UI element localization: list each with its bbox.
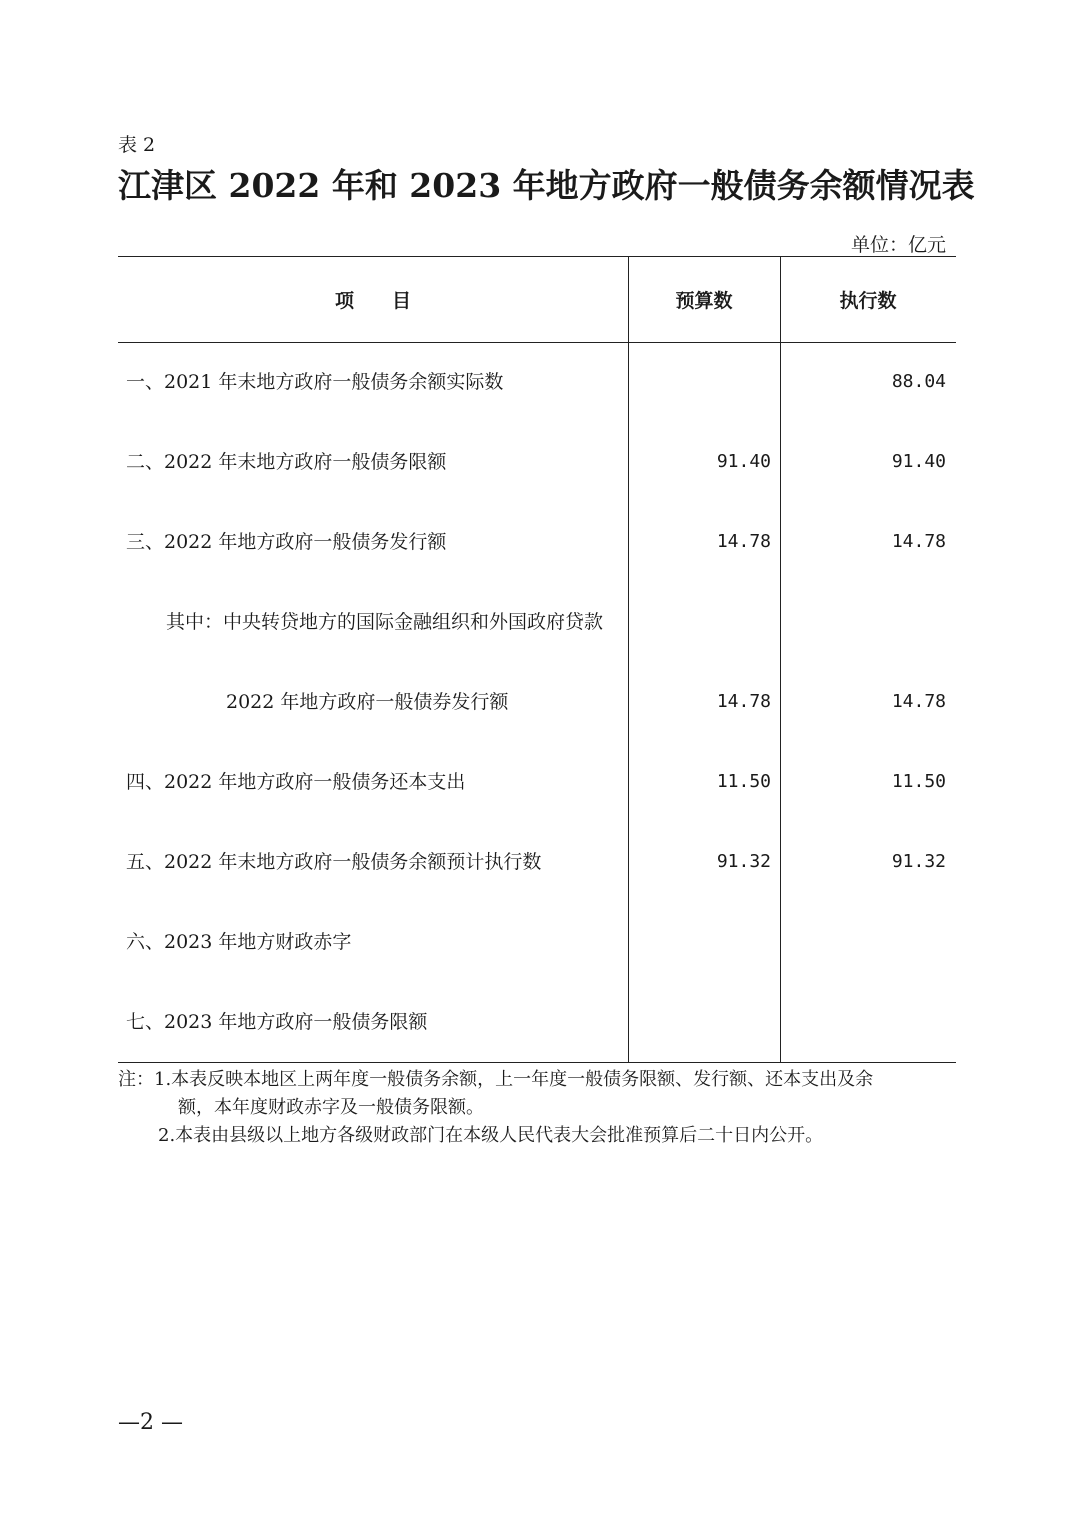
row-budget: 91.32 xyxy=(716,851,771,872)
note-1 xyxy=(118,1066,958,1094)
row-item: 其中：中央转贷地方的国际金融组织和外国政府贷款 xyxy=(166,611,604,633)
row-budget: 91.40 xyxy=(716,451,771,472)
table-notes xyxy=(118,1066,958,1150)
table-row xyxy=(118,822,956,902)
row-execution: 14.78 xyxy=(891,531,946,552)
row-item: 二、2022 年末地方政府一般债务限额 xyxy=(126,451,447,473)
table-row xyxy=(118,582,956,662)
row-execution xyxy=(780,902,946,982)
page-number: —2 — xyxy=(118,1410,183,1435)
row-budget xyxy=(628,582,771,662)
row-execution: 88.04 xyxy=(891,371,946,392)
row-item: 六、2023 年地方财政赤字 xyxy=(126,931,352,953)
row-budget xyxy=(628,342,771,422)
notes-prefix: 注： xyxy=(118,1069,154,1090)
debt-table xyxy=(118,256,956,1062)
page-title: 江津区 2022 年和 2023 年地方政府一般债务余额情况表 xyxy=(118,166,975,205)
row-item: 2022 年地方政府一般债券发行额 xyxy=(226,691,509,713)
row-budget: 11.50 xyxy=(716,771,771,792)
table-label: 表 2 xyxy=(118,134,156,156)
table-row xyxy=(118,662,956,742)
row-budget: 14.78 xyxy=(716,531,771,552)
row-item: 五、2022 年末地方政府一般债务余额预计执行数 xyxy=(126,851,542,873)
row-execution xyxy=(780,982,946,1062)
note-1-line-1: 1.本表反映本地区上两年度一般债务余额，上一年度一般债务限额、发行额、还本支出及余 xyxy=(154,1069,874,1090)
row-execution: 14.78 xyxy=(891,691,946,712)
header-execution: 执行数 xyxy=(839,289,897,312)
row-item: 一、2021 年末地方政府一般债务余额实际数 xyxy=(126,371,504,393)
row-execution: 91.32 xyxy=(891,851,946,872)
note-1-continuation: 额，本年度财政赤字及一般债务限额。 xyxy=(178,1097,484,1118)
table-row xyxy=(118,342,956,422)
table-row xyxy=(118,502,956,582)
unit-label: 单位：亿元 xyxy=(850,234,946,256)
header-item: 项 目 xyxy=(334,289,411,312)
table-row xyxy=(118,422,956,502)
table-bottom-border xyxy=(118,1062,956,1063)
row-execution: 11.50 xyxy=(891,771,946,792)
row-item: 七、2023 年地方政府一般债务限额 xyxy=(126,1011,428,1033)
row-budget xyxy=(628,902,771,982)
row-execution: 91.40 xyxy=(891,451,946,472)
table-row xyxy=(118,982,956,1062)
header-budget: 预算数 xyxy=(675,289,733,312)
table-row xyxy=(118,742,956,822)
table-row xyxy=(118,902,956,982)
row-item: 四、2022 年地方政府一般债务还本支出 xyxy=(126,771,466,793)
row-budget: 14.78 xyxy=(716,691,771,712)
row-budget xyxy=(628,982,771,1062)
note-2: 2.本表由县级以上地方各级财政部门在本级人民代表大会批准预算后二十日内公开。 xyxy=(158,1125,824,1146)
row-execution xyxy=(780,582,946,662)
row-item: 三、2022 年地方政府一般债务发行额 xyxy=(126,531,447,553)
